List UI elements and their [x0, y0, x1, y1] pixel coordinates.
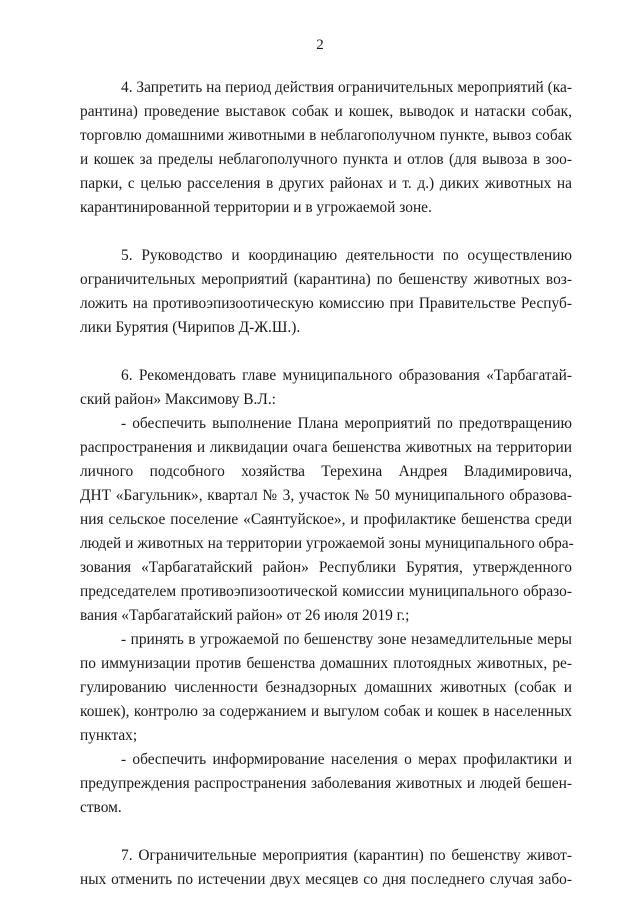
text-line: вания «Тарбагатайский район» от 26 июля 2019 г.;: [80, 607, 410, 624]
text-line: председателем противоэпизоотической комиссии муниципального образо-: [80, 583, 572, 600]
paragraph-3: [80, 364, 572, 820]
text-line: 6. Рекомендовать главе муниципального образования «Тарбагатай-: [121, 367, 572, 384]
text-line: ский район» Максимову В.Л.:: [80, 391, 276, 408]
text-line: гулированию численности безнадзорных домашних животных (собак и: [80, 679, 572, 696]
text-line: - обеспечить информирование населения о мерах профилактики и: [121, 751, 572, 768]
text-line: 7. Ограничительные мероприятия (карантин) по бешенству живот-: [121, 847, 572, 864]
paragraph-1: [80, 76, 572, 220]
text-line: распространения и ликвидации очага бешенства животных на территории: [80, 439, 572, 456]
text-line: ния сельское поселение «Саянтуйское», и профилактике бешенства среди: [80, 511, 572, 528]
text-line: 4. Запретить на период действия ограничительных мероприятий (ка-: [121, 79, 572, 96]
text-line: предупреждения распространения заболевания животных и людей бешен-: [80, 775, 572, 792]
text-line: торговлю домашними животными в неблагополучном пункте, вывоз собак: [80, 127, 572, 144]
text-line: ных отменить по истечении двух месяцев со дня последнего случая забо-: [80, 871, 572, 888]
text-line: ством.: [80, 799, 122, 816]
text-line: ложить на противоэпизоотическую комиссию при Правительстве Респуб-: [80, 295, 572, 312]
text-line: лики Бурятия (Чирипов Д-Ж.Ш.).: [80, 319, 301, 336]
text-line: парки, с целью расселения в других районах и т. д.) диких животных на: [80, 175, 572, 192]
document-body: [80, 76, 572, 892]
text-line: рантина) проведение выставок собак и кошек, выводок и натаски собак,: [80, 103, 572, 120]
text-line: ограничительных мероприятий (карантина) по бешенству животных воз-: [80, 271, 572, 288]
text-line: - обеспечить выполнение Плана мероприятий по предотвращению: [121, 415, 572, 432]
paragraph-4: [80, 844, 572, 892]
text-line: пунктах;: [80, 727, 138, 744]
text-line: и кошек за пределы неблагополучного пункта и отлов (для вывоза в зоо-: [80, 151, 572, 168]
text-line: личного подсобного хозяйства Терехина Андрея Владимировича,: [80, 463, 572, 480]
text-line: людей и животных на территории угрожаемой зоны муниципального обра-: [80, 535, 574, 552]
text-line: ДНТ «Багульник», квартал № 3, участок № 50 муниципального образова-: [80, 487, 572, 504]
text-line: зования «Тарбагатайский район» Республики Бурятия, утвержденного: [80, 559, 572, 576]
page-number: 2: [316, 37, 324, 53]
text-line: - принять в угрожаемой по бешенству зоне незамедлительные меры: [121, 631, 572, 648]
text-line: по иммунизации против бешенства домашних плотоядных животных, ре-: [80, 655, 572, 672]
paragraph-2: [80, 244, 572, 340]
text-line: карантинированной территории и в угрожаемой зоне.: [80, 199, 432, 216]
text-line: 5. Руководство и координацию деятельности по осуществлению: [121, 247, 572, 264]
text-line: кошек), контролю за содержанием и выгулом собак и кошек в населенных: [80, 703, 572, 720]
